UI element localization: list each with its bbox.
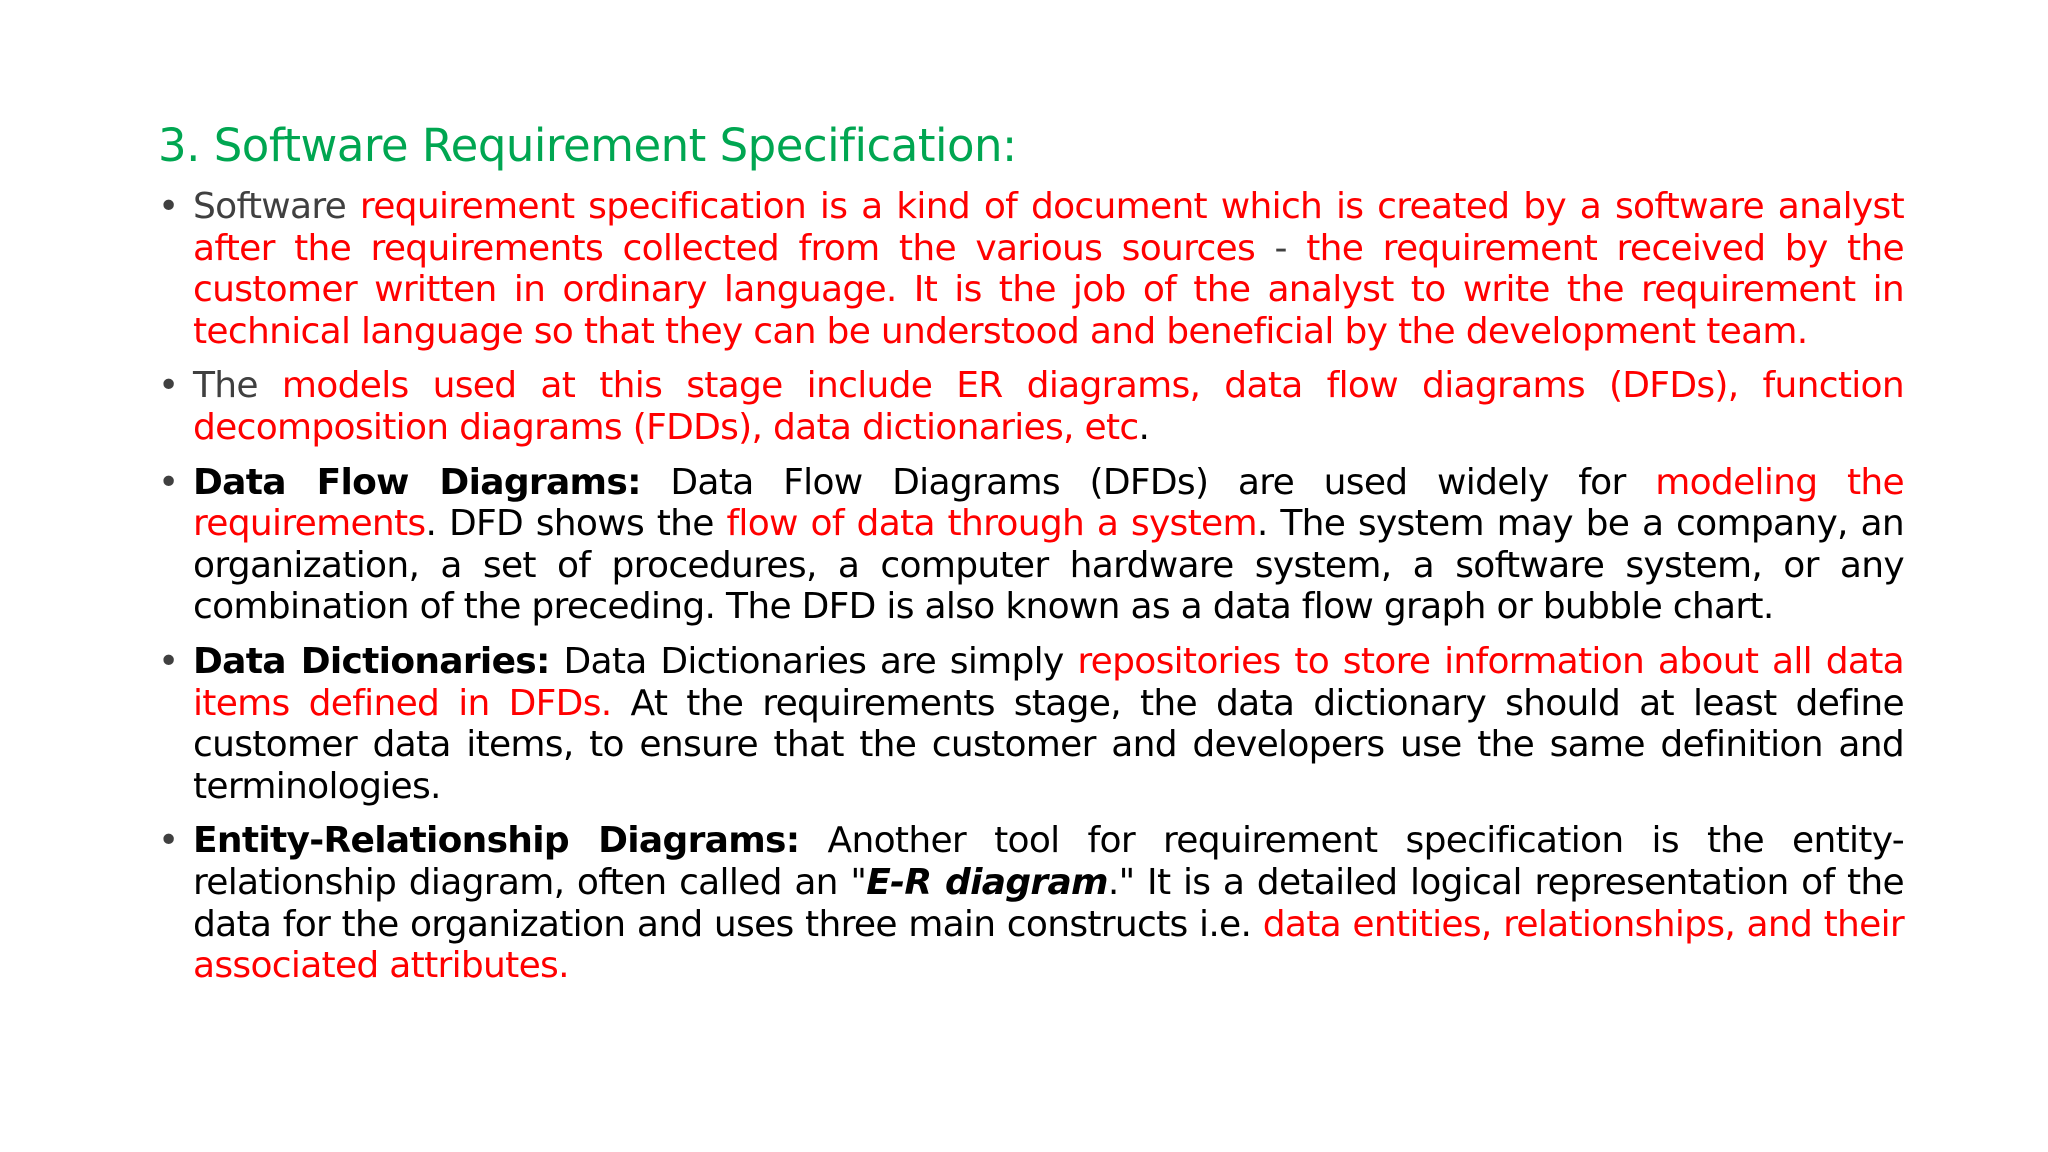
text-segment: - xyxy=(1255,227,1307,269)
text-segment: At the requirements stage, the data dictionary should at least define customer data items, to ensure that the customer and developers use the same definition and terminologies. xyxy=(193,682,1904,807)
text-segment: Entity-Relationship Diagrams: xyxy=(193,820,800,862)
text-segment: . DFD shows the xyxy=(425,503,727,545)
bullet-dot-icon: • xyxy=(158,365,179,407)
bullet-dot-icon: • xyxy=(158,186,179,227)
bullet-software-requirement-specification xyxy=(158,186,1904,352)
bullet-entity-relationship-diagrams xyxy=(158,820,1904,986)
bullet-data-dictionaries xyxy=(158,641,1904,807)
text-segment: flow of data through a system xyxy=(726,503,1257,545)
slide-title: 3. Software Requirement Specification: xyxy=(158,119,1017,172)
text-segment: Data Flow Diagrams (DFDs) are used widely for xyxy=(640,461,1656,503)
bullet-models-used xyxy=(158,365,1904,448)
bullet-dot-icon: • xyxy=(158,820,179,862)
text-segment: Data Dictionaries: xyxy=(193,640,550,682)
bullet-dot-icon: • xyxy=(158,640,179,682)
text-segment: modeling the requirements xyxy=(193,461,1904,545)
text-segment: Software xyxy=(193,186,360,227)
text-segment: . xyxy=(1138,406,1150,448)
bullet-data-flow-diagrams xyxy=(158,462,1904,628)
text-segment: data entities, relationships, and their associated attributes. xyxy=(193,903,1904,987)
text-segment: Data Flow Diagrams: xyxy=(193,461,641,503)
text-segment: Another tool for requirement specification is the entity-relationship diagram, often called an " xyxy=(193,820,1904,903)
text-segment: ." It is a detailed logical representation of the data for the organization and uses three main constructs i.e. xyxy=(193,861,1904,945)
text-segment: . The system may be a company, an organization, a set of procedures, a computer hardware system, a software system, or any combination of the preceding. The DFD is also known as a data flow graph or bubble chart. xyxy=(193,503,1904,628)
text-segment: models used at this stage include ER diagrams, data flow diagrams (DFDs), function decomposition diagrams (FDDs), data dictionaries, etc xyxy=(193,365,1904,448)
text-segment: Data Dictionaries are simply xyxy=(549,640,1078,682)
text-segment: the requirement received by the customer written in ordinary language. It is the job of the analyst to write the requirement in technical language so that they can be understood and beneficial by the development team. xyxy=(193,227,1904,352)
bullet-dot-icon: • xyxy=(158,461,179,503)
text-segment: repositories to store information about all data items defined in DFDs. xyxy=(193,640,1904,724)
text-segment: E-R diagram xyxy=(866,861,1108,903)
text-segment: The xyxy=(193,365,282,407)
bullet-list xyxy=(158,186,1904,1000)
text-segment: requirement specification is a kind of document which is created by a software analyst after the requirements collected from the various sources xyxy=(193,186,1904,269)
